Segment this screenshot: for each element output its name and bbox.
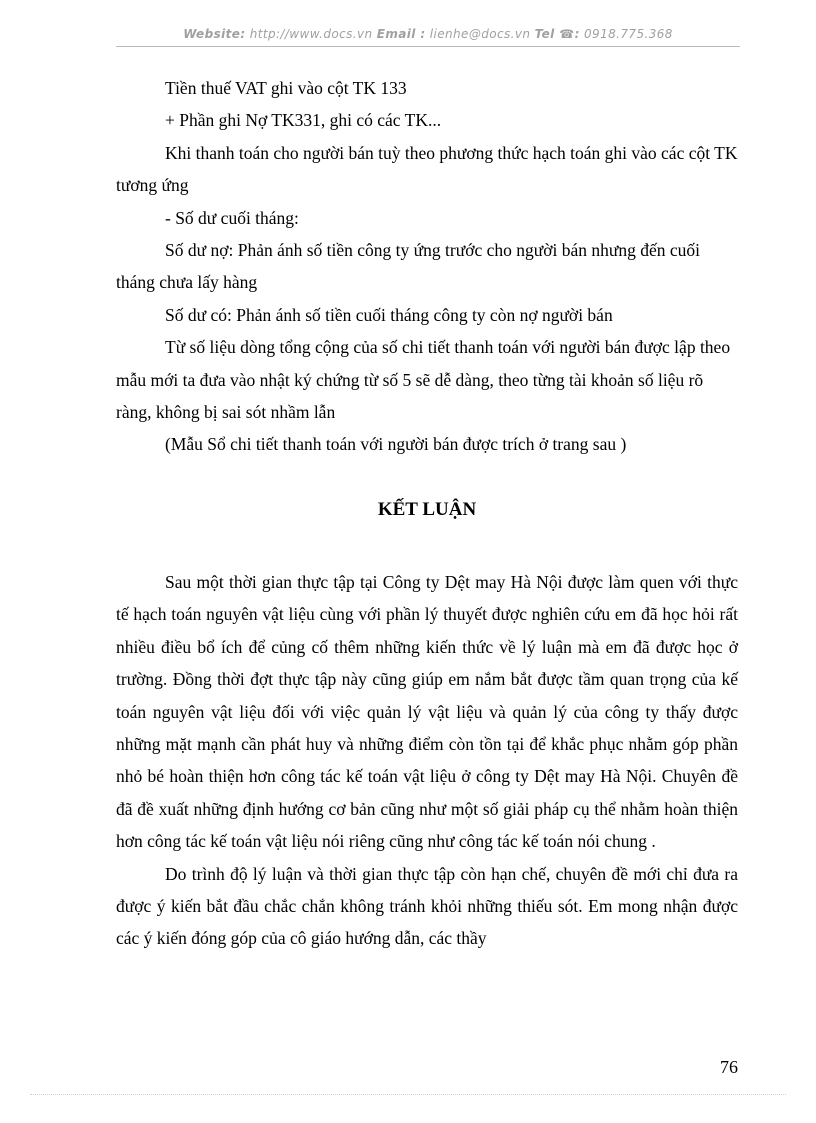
body-paragraph: Khi thanh toán cho người bán tuỳ theo phương thức hạch toán ghi vào các cột TK tương ứng xyxy=(116,142,738,196)
conclusion-section xyxy=(116,566,738,955)
conclusion-paragraph: Do trình độ lý luận và thời gian thực tập còn hạn chế, chuyên đề mới chỉ đưa ra được ý kiến bắt đầu chắc chắn không tránh khỏi những thiếu sót. Em mong nhận được các ý kiến đóng góp của cô giáo hướng dẫn, các thầy xyxy=(116,863,738,949)
footer-divider xyxy=(30,1094,786,1095)
page-content xyxy=(116,72,738,955)
conclusion-title: KẾT LUẬN xyxy=(377,498,477,520)
conclusion-paragraph: Sau một thời gian thực tập tại Công ty Dệt may Hà Nội được làm quen với thực tế hạch toán nguyên vật liệu cùng với phần lý thuyết được nghiên cứu em đã học hỏi rất nhiều điều bổ ích để củng cố thêm những kiến thức về lý luận mà em đã được học ở trường. Đồng thời đợt thực tập này cũng giúp em nắm bắt được tầm quan trọng của kế toán nguyên vật liệu đối với việc quản lý vật liệu và quản lý của công ty thấy được những mặt mạnh cần phát huy và những điểm còn tồn tại để khắc phục nhằm góp phần nhỏ bé hoàn thiện hơn công tác kế toán vật liệu ở công ty Dệt may Hà Nội. Chuyên đề đã đề xuất những định hướng cơ bản cũng như một số giải pháp cụ thể nhằm hoàn thiện hơn công tác kế toán vật liệu nói riêng cũng như công tác kế toán nói chung . xyxy=(116,571,738,852)
body-paragraph: Tiền thuế VAT ghi vào cột TK 133 xyxy=(165,78,407,98)
website-url[interactable]: http://www.docs.vn xyxy=(249,27,373,41)
body-paragraph: Số dư có: Phản ánh số tiền cuối tháng công ty còn nợ người bán xyxy=(165,304,613,325)
website-label: Website: xyxy=(183,27,246,41)
body-paragraph: Từ số liệu dòng tổng cộng của số chi tiết thanh toán với người bán được lập theo mẫu mới ta đưa vào nhật ký chứng từ số 5 sẽ dễ dàng, theo từng tài khoản số liệu rõ ràng, không bị sai sót nhầm lẫn xyxy=(116,337,731,423)
body-paragraph: - Số dư cuối tháng: xyxy=(165,207,299,228)
page-number: 76 xyxy=(720,1057,738,1077)
page-header xyxy=(116,27,740,41)
body-paragraph: (Mẫu Sổ chi tiết thanh toán với người bán được trích ở trang sau ) xyxy=(165,434,627,455)
body-paragraph: + Phần ghi Nợ TK331, ghi có các TK... xyxy=(165,110,442,131)
tel-number: 0918.775.368 xyxy=(584,27,673,41)
email-address[interactable]: lienhe@docs.vn xyxy=(429,27,531,41)
tel-label: Tel ☎: xyxy=(534,27,580,41)
email-label: Email : xyxy=(376,27,426,41)
header-divider xyxy=(116,46,740,47)
body-paragraph: Số dư nợ: Phản ánh số tiền công ty ứng trước cho người bán nhưng đến cuối tháng chưa lấy hàng xyxy=(116,240,700,293)
